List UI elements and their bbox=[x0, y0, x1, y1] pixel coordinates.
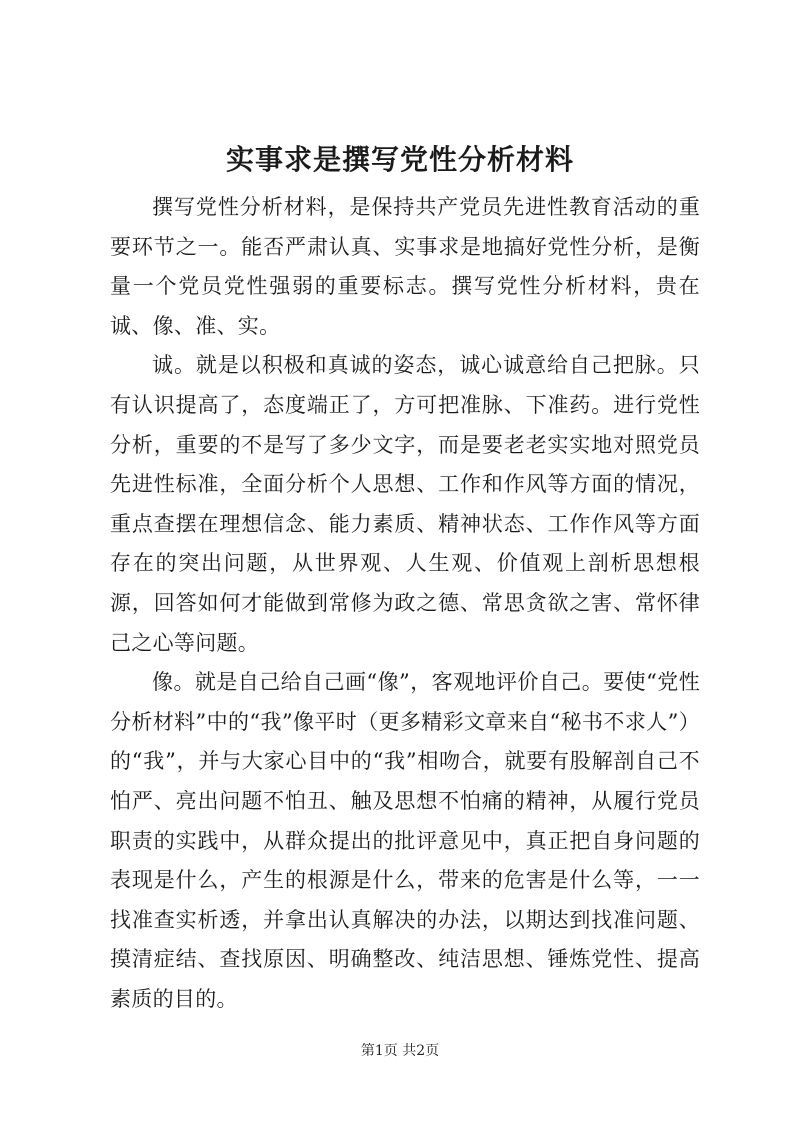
document-body bbox=[110, 188, 700, 1019]
paragraph-sincerity: 诚。就是以积极和真诚的姿态，诚心诚意给自己把脉。只有认识提高了，态度端正了，方可把准脉、下准药。进行党性分析，重要的不是写了多少文字，而是要老老实实地对照党员先进性标准，全面分析个人思想、工作和作风等方面的情况，重点查摆在理想信念、能力素质、精神状态、工作作风等方面存在的突出问题，从世界观、人生观、价值观上剖析思想根源，回答如何才能做到常修为政之德、常思贪欲之害、常怀律己之心等问题。 bbox=[110, 353, 700, 655]
paragraph-likeness: 像。就是自己给自己画“像”，客观地评价自己。要使“党性分析材料”中的“我”像平时（更多精彩文章来自“秘书不求人”）的“我”，并与大家心目中的“我”相吻合，就要有股解剖自己不怕严、亮出问题不怕丑、触及思想不怕痛的精神，从履行党员职责的实践中，从群众提出的批评意见中，真正把自身问题的表现是什么，产生的根源是什么，带来的危害是什么等，一一找准查实析透，并拿出认真解决的办法，以期达到找准问题、摸清症结、查找原因、明确整改、纯洁思想、锤炼党性、提高素质的目的。 bbox=[110, 670, 700, 1011]
paragraph-intro: 撰写党性分析材料，是保持共产党员先进性教育活动的重要环节之一。能否严肃认真、实事求是地搞好党性分析，是衡量一个党员党性强弱的重要标志。撰写党性分析材料，贵在诚、像、准、实。 bbox=[110, 195, 700, 338]
page-footer: 第1页 共2页 bbox=[360, 1043, 440, 1059]
document-title: 实事求是撰写党性分析材料 bbox=[225, 143, 574, 176]
